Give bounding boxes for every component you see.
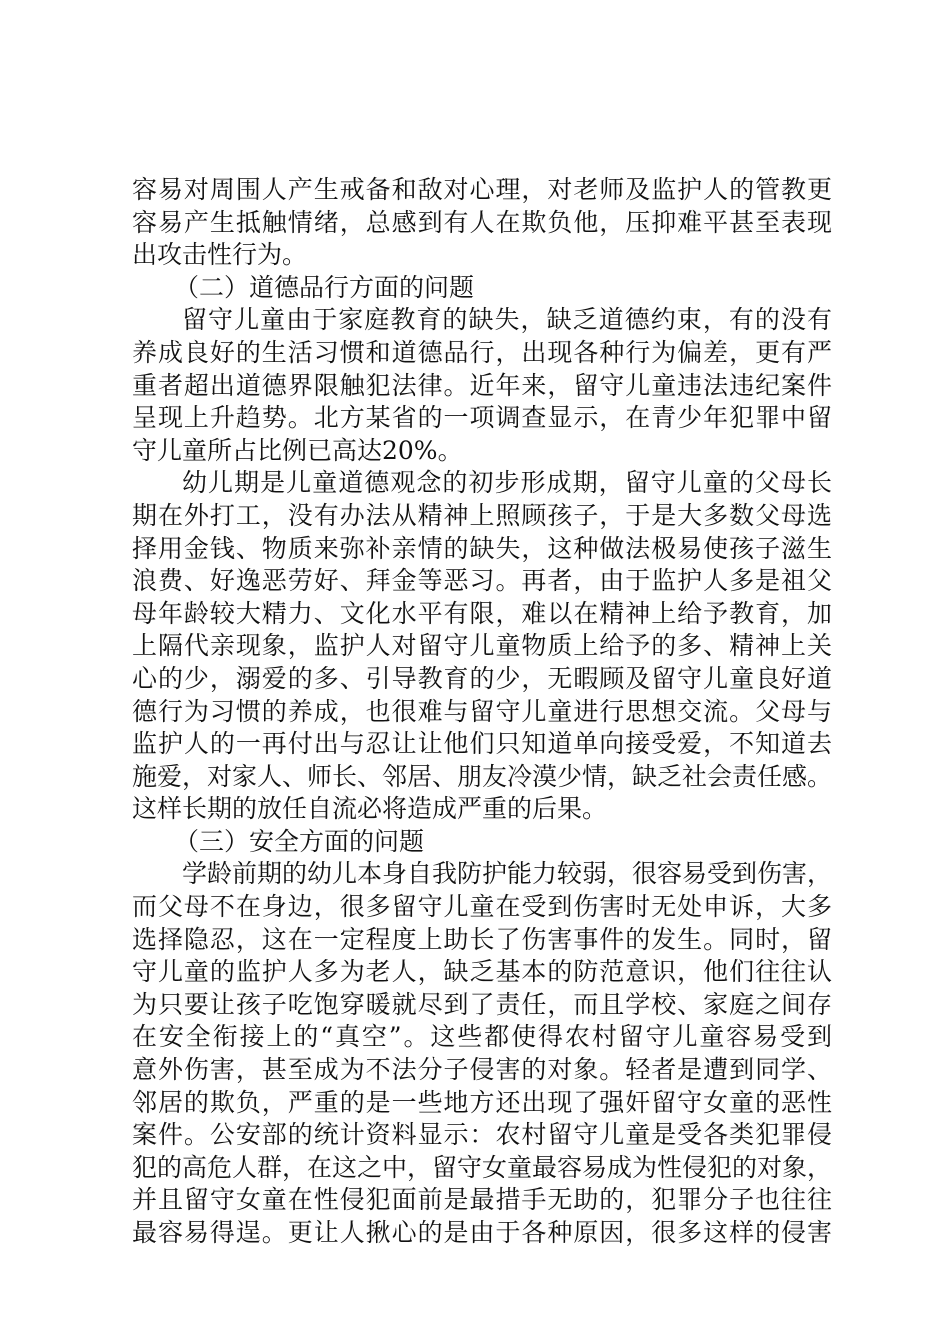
section-heading: （二）道德品行方面的问题 [174,272,475,302]
text-line: 养成良好的生活习惯和道德品行，出现各种行为偏差，更有严 [132,337,832,367]
text-line: 幼儿期是儿童道德观念的初步形成期，留守儿童的父母长 [182,468,832,498]
text-line: 母年龄较大精力、文化水平有限，难以在精神上给予教育，加 [132,598,832,628]
text-line: 监护人的一再付出与忍让让他们只知道单向接受爱，不知道去 [132,729,832,759]
text-line: 容易对周围人产生戒备和敌对心理，对老师及监护人的管教更 [132,175,832,204]
text-line: 选择隐忍，这在一定程度上助长了伤害事件的发生。同时，留 [132,924,832,954]
text-line: 呈现上升趋势。北方某省的一项调查显示，在青少年犯罪中留 [132,403,832,433]
text-line: 德行为习惯的养成，也很难与留守儿童进行思想交流。父母与 [132,696,832,726]
text-line: 留守儿童由于家庭教育的缺失，缺乏道德约束，有的没有 [182,305,832,335]
section-heading: （三）安全方面的问题 [174,826,425,856]
text-line: 心的少，溺爱的多、引导教育的少，无暇顾及留守儿童良好道 [132,663,832,693]
text-line: 邻居的欺负，严重的是一些地方还出现了强奸留守女童的恶性 [132,1087,832,1117]
text-line: 施爱，对家人、师长、邻居、朋友冷漠少情，缺乏社会责任感。 [132,761,833,791]
document-page [132,174,832,1250]
text-line: 择用金钱、物质来弥补亲情的缺失，这种做法极易使孩子滋生 [132,533,832,563]
text-line: 守儿童所占比例已高达20%。 [132,435,463,465]
text-line: 并且留守女童在性侵犯面前是最措手无助的，犯罪分子也往往 [132,1185,832,1215]
text-line: 浪费、好逸恶劳好、拜金等恶习。再者，由于监护人多是祖父 [132,566,832,596]
text-line: 最容易得逞。更让人揪心的是由于各种原因，很多这样的侵害 [132,1218,832,1247]
text-line: 上隔代亲现象，监护人对留守儿童物质上给予的多、精神上关 [132,631,832,661]
text-line: 为只要让孩子吃饱穿暖就尽到了责任，而且学校、家庭之间存 [132,989,832,1019]
text-line: 重者超出道德界限触犯法律。近年来，留守儿童违法违纪案件 [132,370,832,400]
text-line: 出攻击性行为。 [132,240,308,270]
text-line: 案件。公安部的统计资料显示：农村留守儿童是受各类犯罪侵 [132,1120,832,1150]
text-line: 犯的高危人群，在这之中，留守女童最容易成为性侵犯的对象， [132,1152,833,1182]
text-line: 期在外打工，没有办法从精神上照顾孩子，于是大多数父母选 [132,500,832,530]
text-line: 这样长期的放任自流必将造成严重的后果。 [132,794,608,824]
text-line: 容易产生抵触情绪，总感到有人在欺负他，压抑难平甚至表现 [132,207,832,237]
text-line: 在安全衔接上的“真空”。这些都使得农村留守儿童容易受到 [132,1022,832,1052]
text-line: 守儿童的监护人多为老人，缺乏基本的防范意识，他们往往认 [132,957,832,987]
text-line: 学龄前期的幼儿本身自我防护能力较弱，很容易受到伤害， [182,859,833,889]
text-line: 意外伤害，甚至成为不法分子侵害的对象。轻者是遭到同学、 [132,1055,832,1085]
text-line: 而父母不在身边，很多留守儿童在受到伤害时无处申诉，大多 [132,892,832,922]
